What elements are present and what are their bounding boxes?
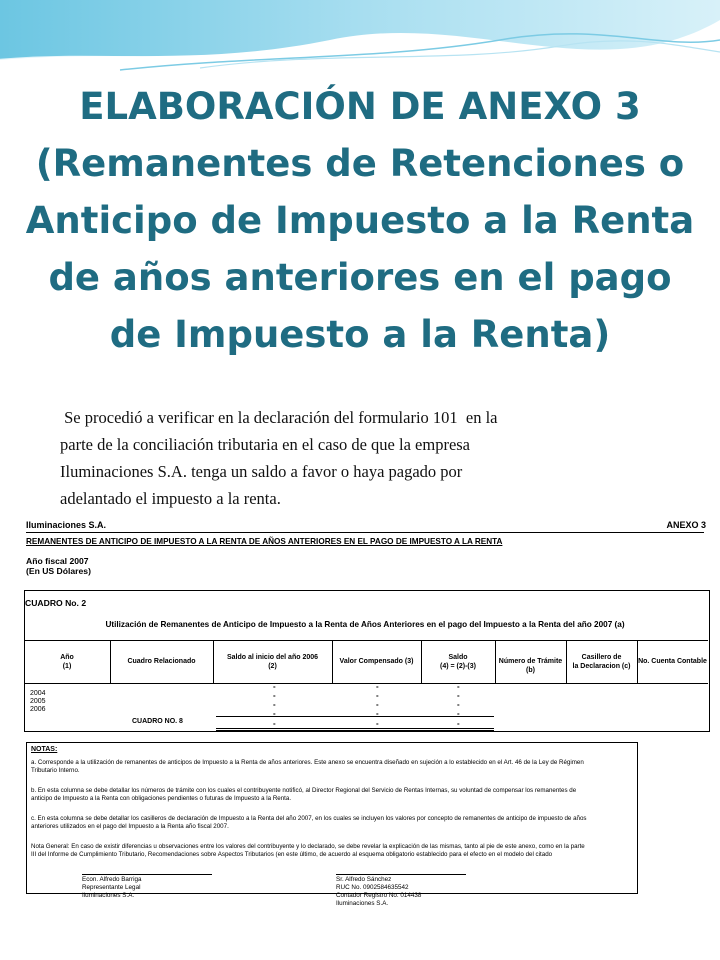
header-text: (4) = (2)-(3): [440, 663, 476, 670]
note-c: [31, 815, 587, 831]
header-text: Saldo: [448, 654, 468, 661]
year-cell: 2006: [30, 706, 46, 713]
dash-cell: -: [376, 700, 379, 709]
header-text: (2): [268, 663, 277, 670]
dash-cell: -: [457, 709, 460, 718]
total-rule: [216, 730, 494, 731]
header-saldo: [421, 653, 495, 671]
signature-text: RUC No. 0902584635542: [336, 884, 409, 891]
header-text: No. Cuenta Contable: [638, 658, 707, 665]
dash-cell: -: [457, 719, 460, 728]
header-text: Número de Trámite (b): [498, 658, 563, 674]
dash-cell: -: [273, 691, 276, 700]
note-text: Nota General: En caso de existir diferencias u observaciones entre los valores del contribuyente y lo declarado, se debe revelar la explicación de las mismas, tanto al pie de este anexo, como en la parte: [31, 843, 585, 850]
dash-cell: -: [457, 691, 460, 700]
title-line: ELABORACIÓN DE ANEXO 3: [79, 85, 641, 128]
total-rule: [216, 716, 494, 717]
note-text: III del Informe de Cumplimiento Tributario, Recomendaciones sobre Aspectos Tributarios (en este último, de acuerdo al esquema obligatorio establecido para el efecto en el modelo del citado: [31, 851, 553, 858]
cuadro-label: CUADRO No. 2: [25, 598, 87, 608]
year-cell: 2005: [30, 698, 46, 705]
signature-text: Sr. Alfredo Sánchez: [336, 876, 392, 883]
header-casillero: [566, 653, 637, 671]
dash-cell: -: [376, 719, 379, 728]
document-heading: REMANENTES DE ANTICIPO DE IMPUESTO A LA RENTA DE AÑOS ANTERIORES EN EL PAGO DE IMPUESTO A LA RENTA: [26, 537, 503, 546]
title-line: Anticipo de Impuesto a la Renta: [25, 199, 695, 242]
signature-right: [336, 876, 421, 908]
dash-cell: -: [273, 709, 276, 718]
signature-text: Iluminaciones S.A.: [82, 892, 135, 899]
total-label: CUADRO NO. 8: [132, 718, 183, 725]
intro-line: Iluminaciones S.A. tenga un saldo a favor o haya pagado por: [60, 462, 463, 481]
total-rule: [216, 728, 494, 729]
title-line: (Remanentes de Retenciones o: [35, 142, 685, 185]
cuadro-title: Utilización de Remanentes de Anticipo de Impuesto a la Renta de Años Anteriores en el pago del Impuesto a la Renta del año 2007 (a): [105, 620, 625, 629]
signature-text: Econ. Alfredo Barriga: [82, 876, 142, 883]
dash-cell: -: [273, 700, 276, 709]
intro-line: adelantado el impuesto a la renta.: [60, 489, 281, 508]
currency-note: (En US Dólares): [26, 566, 91, 576]
anexo-label: ANEXO 3: [666, 520, 706, 530]
signature-line: [336, 874, 466, 875]
signature-line: [82, 874, 212, 875]
note-text: a. Corresponde a la utilización de remanentes de anticipos de Impuesto a la Renta de años anteriores. Este anexo se encuentra diseñado en sujeción a lo establecido en el Art. 46 de la Ley de Régimen: [31, 759, 584, 766]
dash-cell: -: [273, 719, 276, 728]
header-text: Saldo al inicio del año 2006: [226, 654, 319, 661]
dash-cell: -: [457, 700, 460, 709]
company-name: Iluminaciones S.A.: [26, 520, 107, 530]
fiscal-info: [26, 556, 91, 576]
header-anio: [24, 653, 110, 671]
header-saldo-inicio: [213, 653, 332, 671]
signature-text: Contador Registro No. 014438: [336, 892, 422, 899]
table-rule: [24, 683, 708, 684]
header-text: Año: [60, 654, 74, 661]
title-line: de Impuesto a la Renta): [109, 313, 611, 356]
dash-cell: -: [273, 682, 276, 691]
dash-cell: -: [376, 691, 379, 700]
intro-paragraph: [60, 404, 690, 512]
intro-line: parte de la conciliación tributaria en el caso de que la empresa: [60, 435, 471, 454]
signature-left: [82, 876, 142, 900]
note-text: anteriores utilizados en el pago del Impuesto a la Renta año fiscal 2007.: [31, 823, 229, 830]
intro-line: Se procedió a verificar en la declaración del formulario 101 en la: [60, 408, 498, 427]
dash-cell: -: [457, 682, 460, 691]
header-text: Cuadro Relacionado: [127, 658, 196, 665]
table-rule: [24, 640, 708, 641]
notes-box: [26, 742, 638, 894]
anexo-document: [20, 516, 712, 918]
note-a: [31, 759, 584, 775]
signature-text: Iluminaciones S.A.: [336, 900, 389, 907]
title-line: de años anteriores en el pago: [48, 256, 672, 299]
header-text: Casillero de: [581, 654, 622, 661]
dash-cell: -: [376, 682, 379, 691]
note-b: [31, 787, 576, 803]
note-text: b. En esta columna se debe detallar los números de trámite con los cuales el contribuyente notificó, al Director Regional del Servicio de Rentas Internas, su voluntad de compensar los remanentes de: [31, 787, 577, 794]
header-text: (1): [62, 663, 72, 670]
year-cell: 2004: [30, 690, 46, 697]
header-cuadro: [110, 657, 213, 666]
header-cuenta: [637, 657, 708, 666]
fiscal-year: Año fiscal 2007: [26, 556, 89, 566]
note-text: Tributario Interno.: [31, 767, 80, 774]
dash-cell: -: [376, 709, 379, 718]
header-text: Valor Compensado (3): [339, 658, 414, 665]
signature-text: Representante Legal: [82, 884, 141, 891]
note-text: c. En esta columna se debe detallar los casilleros de declaración de Impuesto a la Renta del año 2007, en los cuales se incluyen los valores por concepto de remanentes de anticipo de impuesto de años: [31, 815, 587, 822]
header-tramite: [495, 657, 566, 675]
notes-title: NOTAS:: [31, 746, 58, 753]
divider: [26, 532, 704, 533]
header-text: la Declaracion (c): [572, 663, 631, 670]
note-general: [31, 843, 585, 859]
note-text: anticipo de Impuesto a la Renta con obligaciones pendientes o futuras de Impuesto a la Renta.: [31, 795, 292, 802]
header-valor: [332, 657, 421, 666]
slide-title: [20, 78, 700, 363]
